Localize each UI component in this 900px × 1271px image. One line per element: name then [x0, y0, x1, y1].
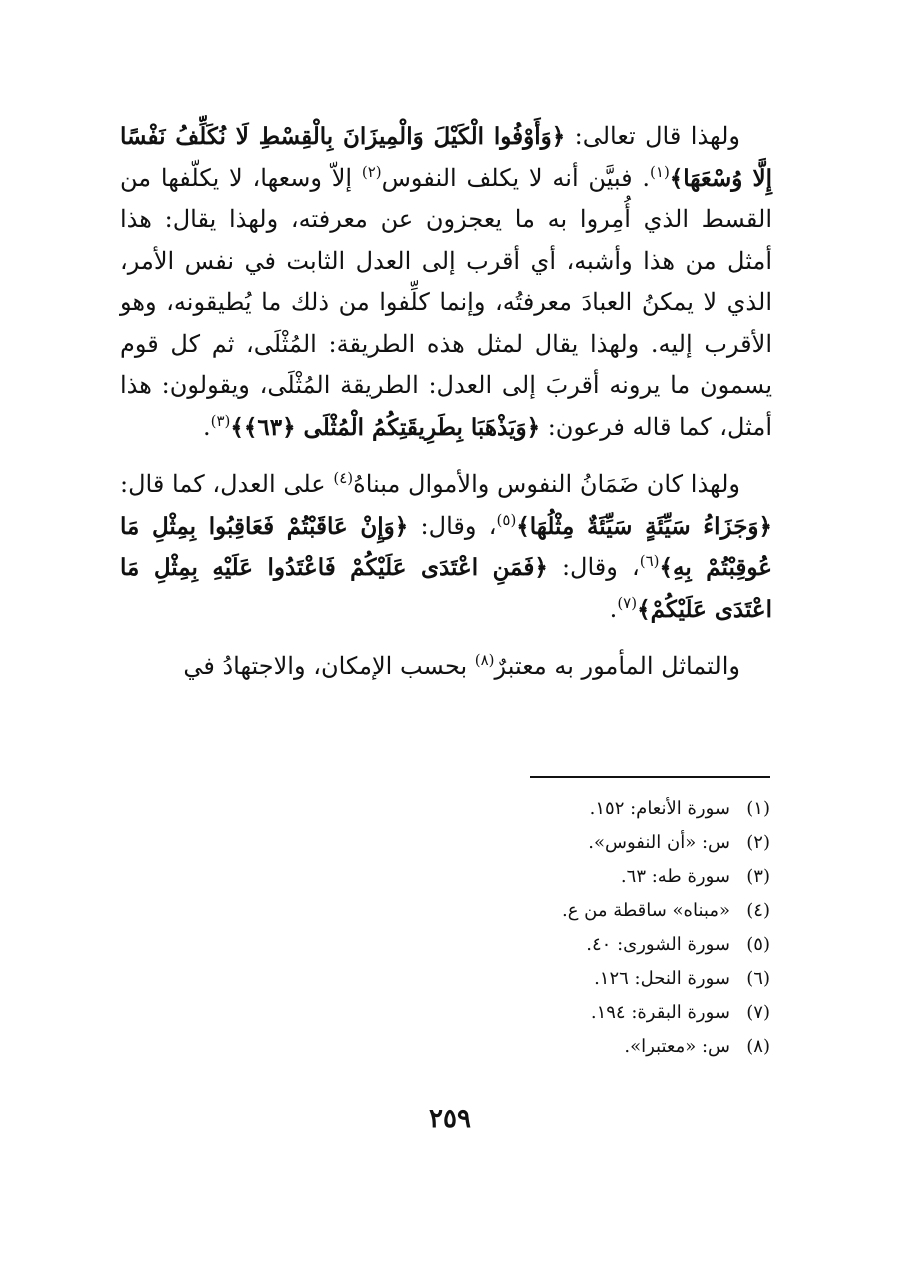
footnote-text: «مبناه» ساقطة من ع.	[561, 900, 730, 921]
footnote-number: (٣)	[746, 866, 770, 887]
footnote-text: سورة الأنعام: ١٥٢.	[589, 798, 730, 819]
footnotes	[370, 792, 770, 1064]
body-text	[120, 116, 772, 688]
footnote	[370, 928, 770, 962]
text-run: ولهذا كان ضَمَانُ النفوس والأموال مبناهُ	[353, 470, 741, 498]
footnote-text: س: «أن النفوس».	[588, 832, 730, 853]
footnote	[370, 826, 770, 860]
text-run: . فبيَّن أنه لا يكلف النفوس	[381, 163, 651, 192]
footnote-number: (٤)	[746, 900, 770, 921]
footnote-number: (١)	[746, 798, 770, 819]
footnote-separator	[530, 776, 770, 778]
paragraph	[120, 464, 772, 630]
footnote-reference: (٥)	[496, 510, 517, 529]
footnote-number: (٦)	[746, 968, 770, 989]
footnote-reference: (٣)	[210, 411, 231, 430]
footnote-text: سورة النحل: ١٢٦.	[594, 968, 730, 989]
footnote	[370, 894, 770, 928]
footnote	[370, 996, 770, 1030]
footnote-reference: (٦)	[639, 552, 660, 570]
footnote-text: سورة البقرة: ١٩٤.	[590, 1002, 730, 1023]
paragraph	[120, 646, 772, 688]
paragraph-indent	[740, 122, 772, 150]
paragraph	[120, 116, 772, 448]
footnote-number: (٧)	[746, 1002, 770, 1023]
footnote-reference: (٨)	[474, 651, 495, 669]
footnote-text: سورة طه: ٦٣.	[620, 866, 730, 887]
quran-verse: ﴿وَإِنْ عَاقَبْتُمْ فَعَاقِبُوا بِمِثْلِ مَا عُوقِبْتُمْ بِهِ﴾	[120, 512, 773, 581]
text-run: ، وقال:	[408, 511, 497, 540]
text-run: على العدل، كما قال:	[120, 470, 334, 498]
text-run: ، وقال:	[547, 553, 640, 581]
footnote-text: س: «معتبرا».	[624, 1036, 730, 1057]
footnote-number: (٨)	[746, 1036, 770, 1057]
text-run: .	[609, 594, 618, 623]
text-run: والتماثل المأمور به معتبرٌ	[494, 652, 740, 680]
footnote	[370, 962, 770, 996]
paragraph-indent	[740, 652, 772, 680]
quran-verse: ﴿وَأَوْفُوا الْكَيْلَ وَالْمِيزَانَ بِالْقِسْطِ لَا نُكَلِّفُ نَفْسًا إِلَّا وُسْعَهَا﴾	[120, 123, 773, 192]
text-run: .	[202, 412, 211, 441]
footnote-reference: (١)	[650, 162, 670, 181]
footnote	[370, 1030, 770, 1064]
footnote	[370, 792, 770, 826]
text-run: بحسب الإمكان، والاجتهادُ في	[183, 652, 475, 680]
quran-verse: ﴿وَجَزَاءُ سَيِّئَةٍ سَيِّئَةٌ مِثْلُهَا﴾	[516, 512, 772, 540]
quran-verse: ﴿وَيَذْهَبَا بِطَرِيقَتِكُمُ الْمُثْلَى ﴿٦٣﴾﴾	[230, 413, 541, 441]
footnote-number: (٢)	[746, 832, 770, 853]
text-run: ولهذا قال تعالى:	[565, 122, 741, 150]
footnote-reference: (٧)	[617, 593, 638, 612]
page-number: ٢٥٩	[429, 1104, 471, 1134]
quran-verse: ﴿فَمَنِ اعْتَدَى عَلَيْكُمْ فَاعْتَدُوا عَلَيْهِ بِمِثْلِ مَا اعْتَدَى عَلَيْكُمْ﴾	[120, 554, 772, 623]
footnote-text: سورة الشورى: ٤٠.	[586, 934, 730, 955]
footnote-number: (٥)	[746, 934, 770, 955]
footnote-reference: (٢)	[361, 162, 382, 181]
footnote-reference: (٤)	[333, 469, 354, 487]
footnote	[370, 860, 770, 894]
text-run: إلاّ وسعها، لا يكلّفها من القسط الذي أُمِروا به ما يعجزون عن معرفته، ولهذا يقال: هذا أمثل من هذا وأشبه، أي أقرب إلى العدل الثابت في نفس الأمر، الذي لا يمكنُ العبادَ معرفتُه، وإنما كلِّفوا من ذلك ما يُطيقونه، وهو الأقرب إليه. ولهذا يقال لمثل هذه الطريقة: المُثْلَى، ثم كل قوم يسمون ما يرونه أقربَ إلى العدل: الطريقة المُثْلَى، ويقولون: هذا أمثل، كما قاله فرعون:	[120, 163, 772, 441]
paragraph-indent	[740, 470, 772, 498]
